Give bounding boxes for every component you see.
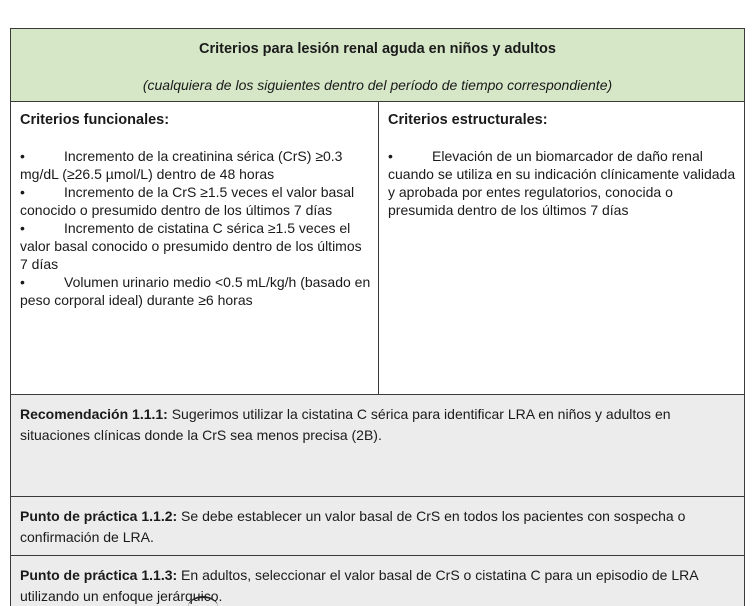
functional-criteria-text: Incremento de la CrS ≥1.5 veces el valor basal conocido o presumido dentro de los últimos 7 días xyxy=(20,184,355,218)
practice-point-label: Punto de práctica 1.1.3: xyxy=(20,567,178,583)
practice-point-text: Se debe establecer un valor basal de CrS en todos los pacientes con sospecha o confirmación de LRA. xyxy=(20,508,686,545)
structural-criteria-item xyxy=(388,147,737,219)
recommendation-text: Sugerimos utilizar la cistatina C sérica para identificar LRA en niños y adultos en situaciones clínicas donde la CrS sea menos precisa (2B). xyxy=(20,406,671,443)
functional-criteria-column xyxy=(11,102,379,394)
functional-criteria-text: Incremento de la creatinina sérica (CrS) ≥0.3 mg/dL (≥26.5 µmol/L) dentro de 48 horas xyxy=(20,148,343,182)
structural-criteria-heading: Criterios estructurales: xyxy=(388,112,548,128)
table-header xyxy=(11,29,744,102)
recommendation-1-1-1 xyxy=(11,395,744,497)
functional-criteria-heading: Criterios funcionales: xyxy=(20,112,170,128)
functional-criteria-text: Incremento de cistatina C sérica ≥1.5 veces el valor basal conocido o presumido dentro de los últimos 7 días xyxy=(20,220,362,272)
practice-point-label: Punto de práctica 1.1.2: xyxy=(20,508,178,524)
criteria-row xyxy=(11,102,744,395)
recommendation-label: Recomendación 1.1.1: xyxy=(20,406,168,422)
practice-point-text: En adultos, seleccionar el valor basal de CrS o cistatina C para un episodio de LRA utilizando un enfoque jerárquico. xyxy=(20,567,698,604)
table-subtitle: (cualquiera de los siguientes dentro del período de tiempo correspondiente) xyxy=(142,77,613,93)
bullet-icon: • xyxy=(20,220,25,236)
functional-criteria-item xyxy=(20,147,371,183)
criteria-table xyxy=(10,28,745,606)
practice-point-1-1-2 xyxy=(11,497,744,556)
structural-criteria-text: Elevación de un biomarcador de daño renal cuando se utiliza en su indicación clínicamente validada y aprobada por entes regulatorios, conocida o presumida dentro de los últimos 7 días xyxy=(388,148,736,218)
practice-point-1-1-3 xyxy=(11,556,744,606)
bullet-icon: • xyxy=(20,274,25,290)
functional-criteria-item xyxy=(20,219,371,273)
structural-criteria-column xyxy=(379,102,744,394)
bullet-icon: • xyxy=(388,148,393,164)
table-title: Criterios para lesión renal aguda en niños y adultos xyxy=(199,41,556,57)
functional-criteria-text: Volumen urinario medio <0.5 mL/kg/h (basado en peso corporal ideal) durante ≥6 horas xyxy=(20,274,371,308)
functional-criteria-item xyxy=(20,183,371,219)
functional-criteria-item xyxy=(20,273,371,309)
bullet-icon: • xyxy=(20,184,25,200)
bullet-icon: • xyxy=(20,148,25,164)
